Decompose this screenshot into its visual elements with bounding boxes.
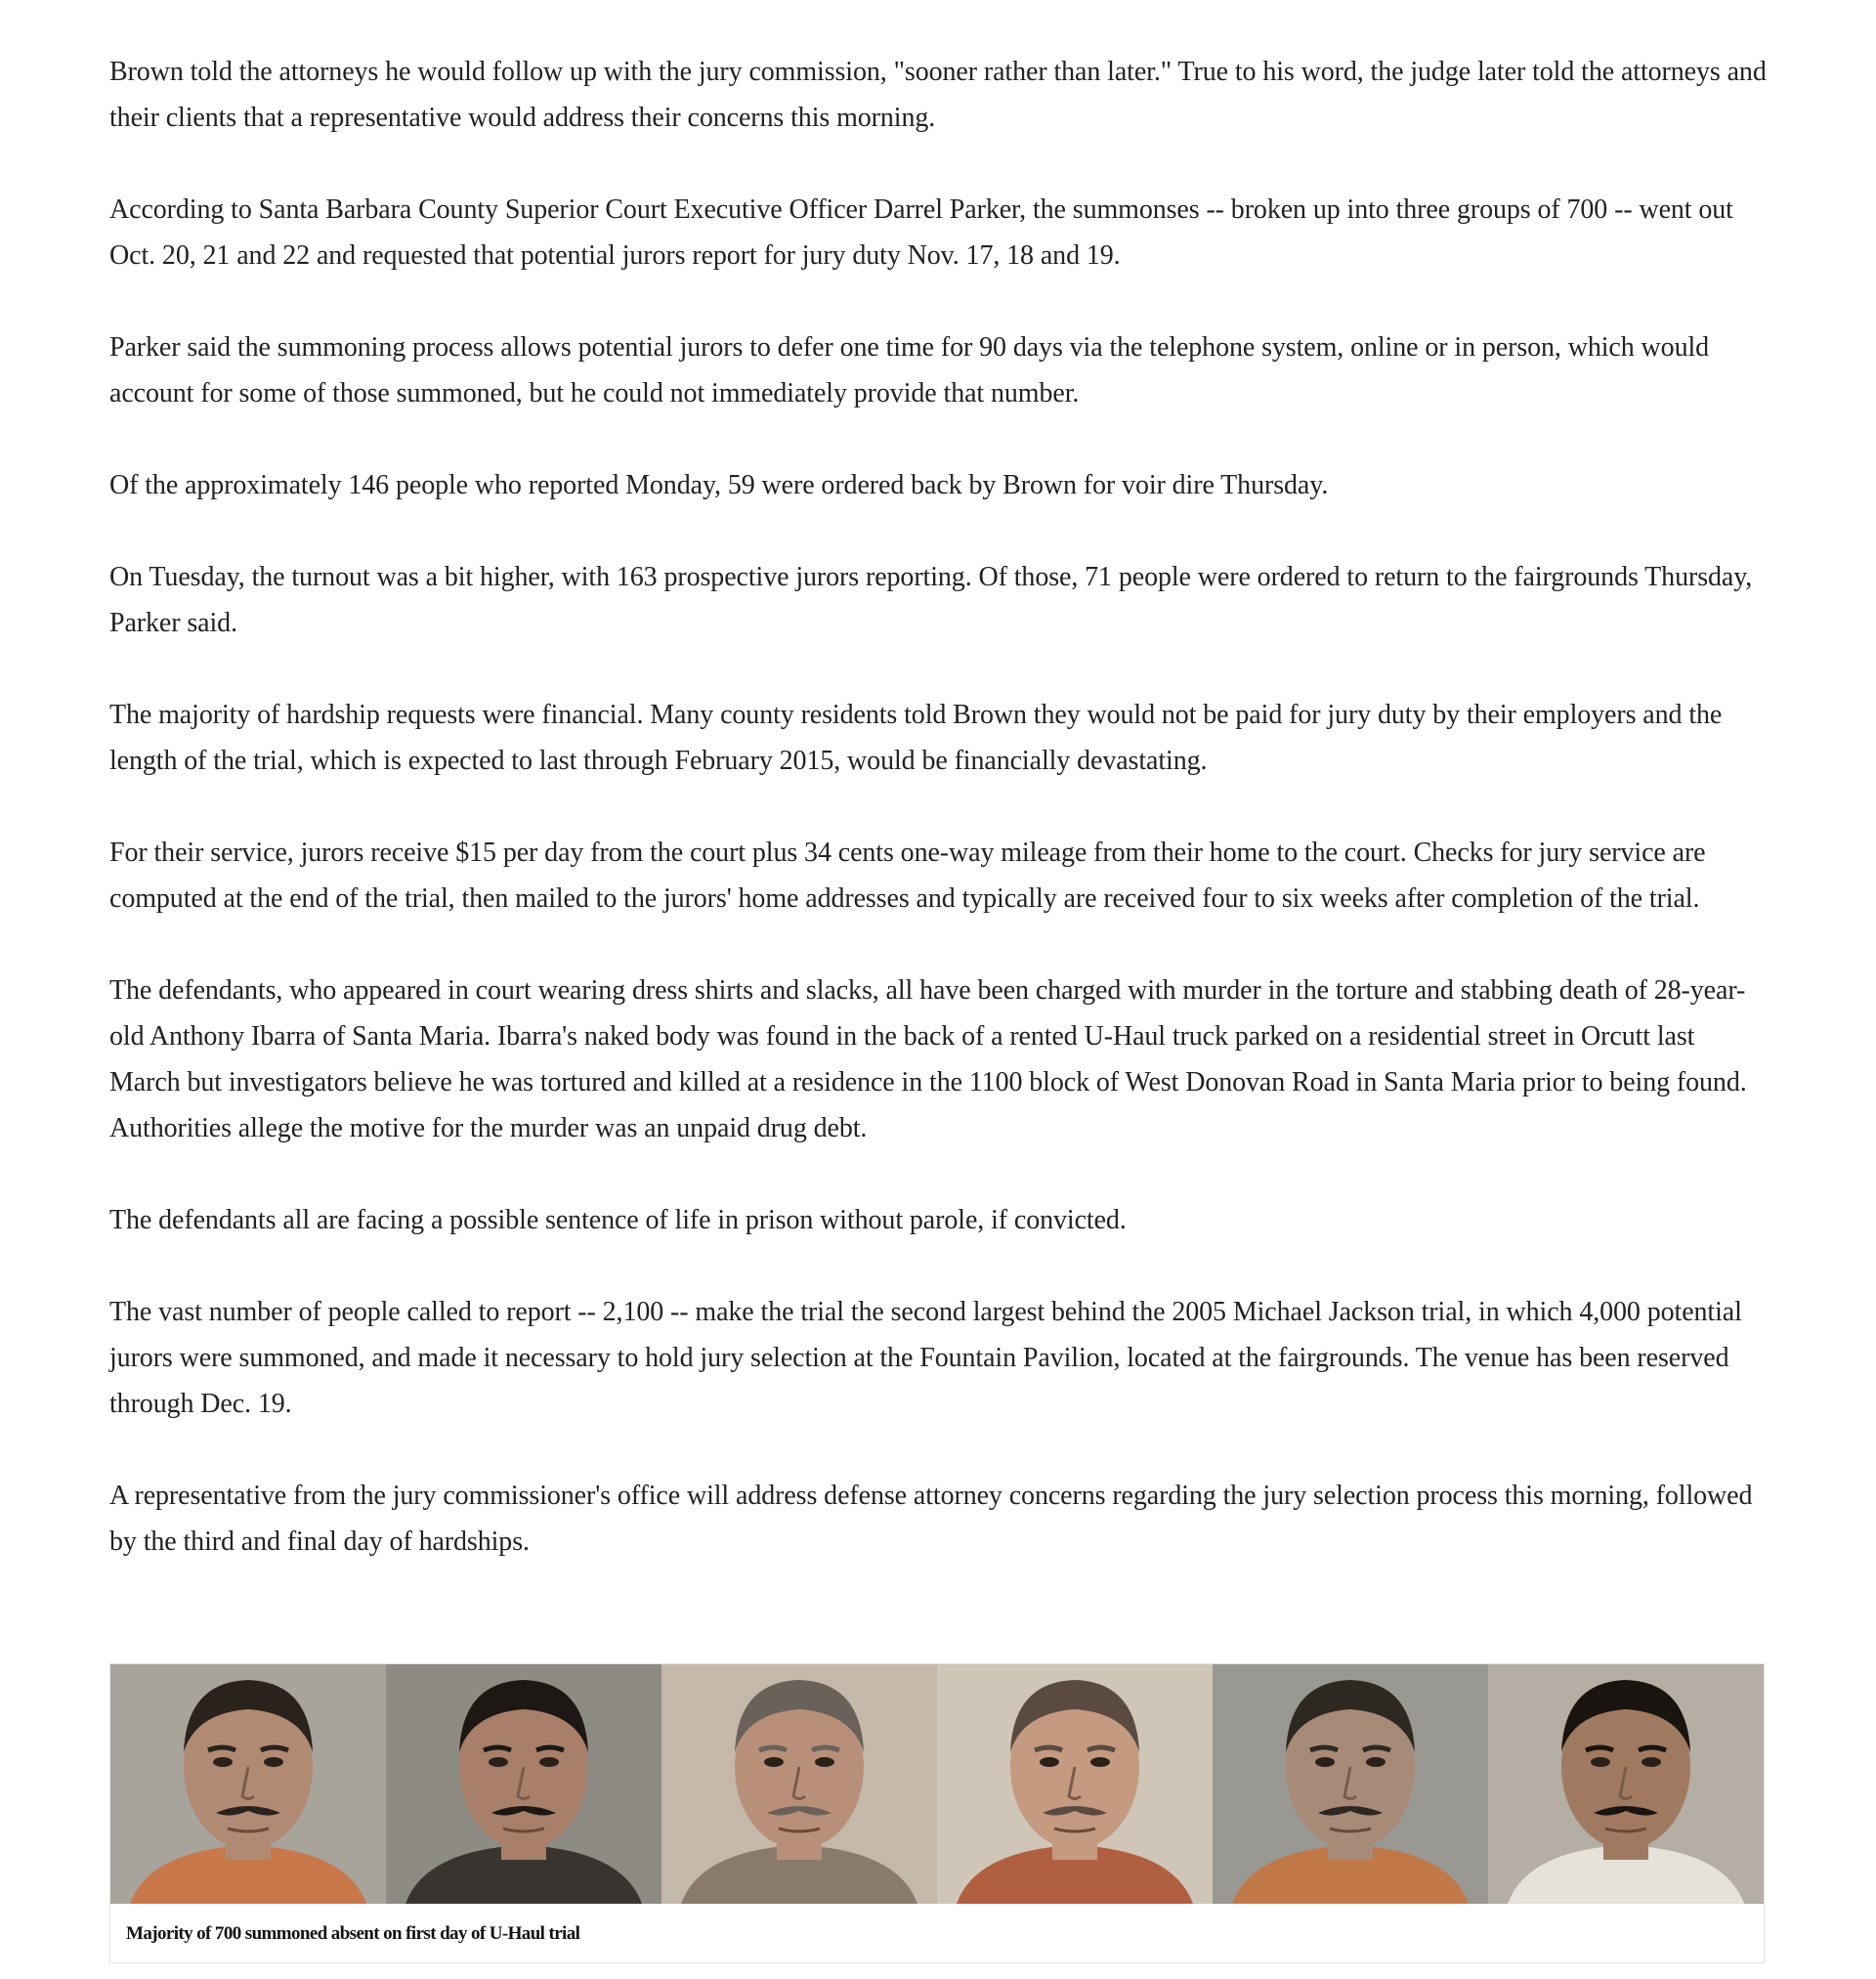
paragraph: Of the approximately 146 people who reported Monday, 59 were ordered back by Brown for voir dire Thursday.: [109, 470, 1329, 500]
mugshot-4: [937, 1664, 1213, 1904]
mugshot-6: [1488, 1664, 1764, 1904]
mugshot-2: [386, 1664, 661, 1904]
paragraph: For their service, jurors receive $15 per day from the court plus 34 cents one-way mileage from their home to the court. Checks for jury service are computed at the end of the trial, then mailed to the jurors' home addresses and typically are received four to six weeks after completion of the trial.: [109, 838, 1706, 914]
mugshot-3: [661, 1664, 937, 1904]
paragraph: On Tuesday, the turnout was a bit higher, with 163 prospective jurors reporting. Of those, 71 people were ordered to return to the fairgrounds Thursday, Parker said.: [109, 562, 1753, 638]
mugshot-1: [110, 1664, 386, 1904]
paragraph: Brown told the attorneys he would follow up with the jury commission, "sooner rather than later." True to his word, the judge later told the attorneys and their clients that a representative would address their concerns this morning.: [109, 57, 1767, 133]
paragraph: According to Santa Barbara County Superior Court Executive Officer Darrel Parker, the summonses -- broken up into three groups of 700 -- went out Oct. 20, 21 and 22 and requested that potential jurors report for jury duty Nov. 17, 18 and 19.: [109, 194, 1733, 271]
article-figure[interactable]: [109, 1663, 1765, 1963]
article-body: [109, 49, 1770, 1611]
figure-caption: Majority of 700 summoned absent on first day of U-Haul trial: [126, 1923, 580, 1944]
paragraph: The defendants all are facing a possible sentence of life in prison without parole, if convicted.: [109, 1205, 1127, 1235]
mugshot-photo-strip[interactable]: [110, 1664, 1764, 1904]
paragraph: Parker said the summoning process allows potential jurors to defer one time for 90 days via the telephone system, online or in person, which would account for some of those summoned, but he could not immediately provide that number.: [109, 332, 1710, 409]
paragraph: The vast number of people called to report -- 2,100 -- make the trial the second largest behind the 2005 Michael Jackson trial, in which 4,000 potential jurors were summoned, and made it necessary to hold jury selection at the Fountain Pavilion, located at the fairgrounds. The venue has been reserved through Dec. 19.: [109, 1297, 1742, 1419]
mugshot-5: [1213, 1664, 1488, 1904]
paragraph: A representative from the jury commissioner's office will address defense attorney concerns regarding the jury selection process this morning, followed by the third and final day of hardships.: [109, 1481, 1753, 1557]
paragraph: The majority of hardship requests were financial. Many county residents told Brown they would not be paid for jury duty by their employers and the length of the trial, which is expected to last through February 2015, would be financially devastating.: [109, 700, 1723, 776]
paragraph: The defendants, who appeared in court wearing dress shirts and slacks, all have been charged with murder in the torture and stabbing death of 28-year-old Anthony Ibarra of Santa Maria. Ibarra's naked body was found in the back of a rented U-Haul truck parked on a residential street in Orcutt last March but investigators believe he was tortured and killed at a residence in the 1100 block of West Donovan Road in Santa Maria prior to being found. Authorities allege the motive for the murder was an unpaid drug debt.: [109, 975, 1747, 1143]
